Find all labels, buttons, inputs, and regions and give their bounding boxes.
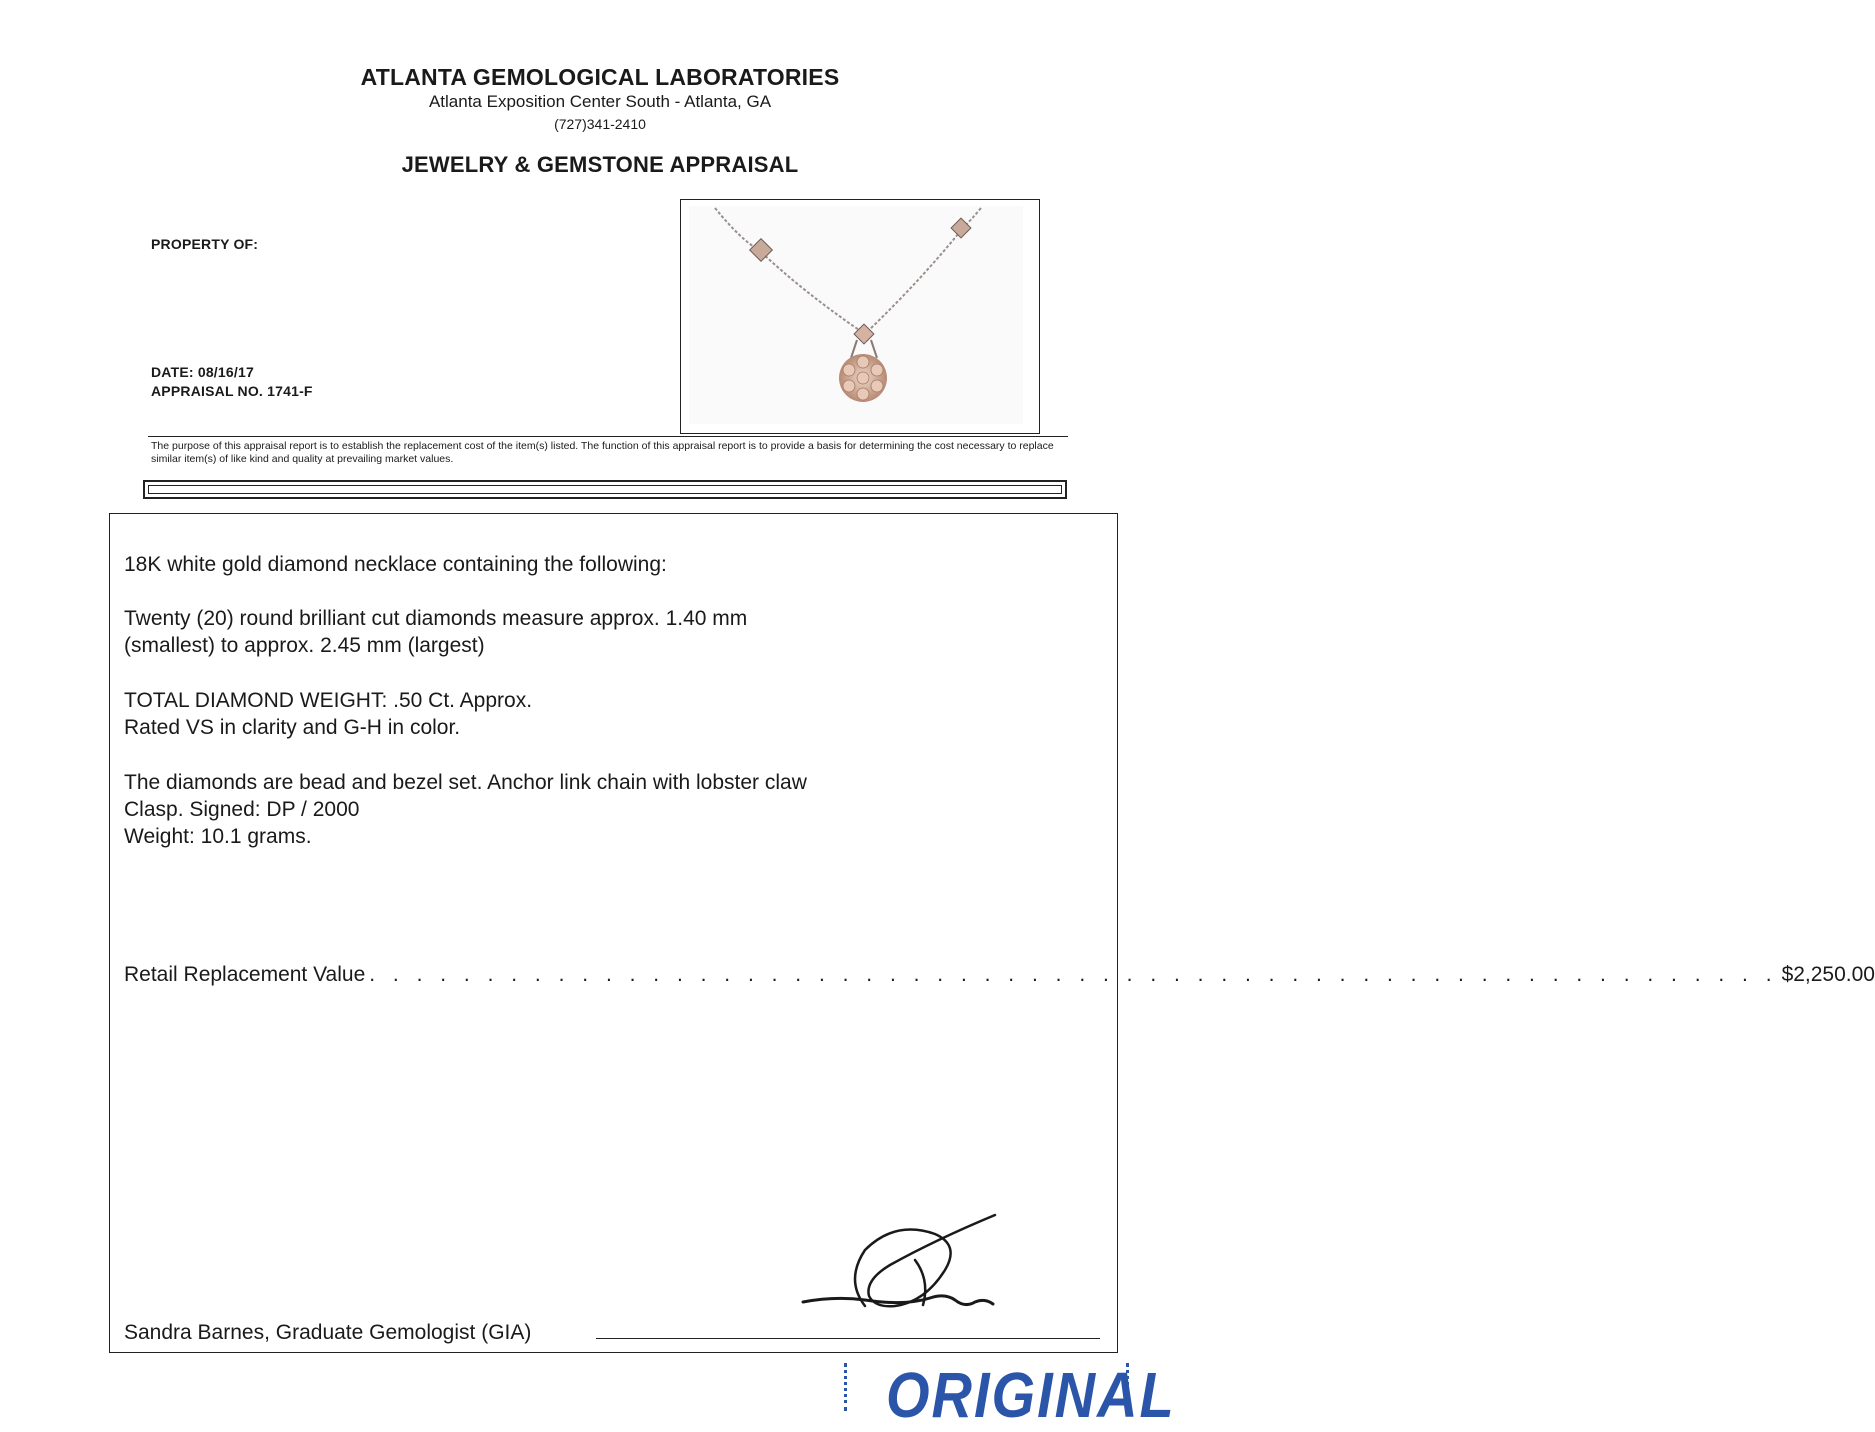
date-label: DATE: xyxy=(151,364,194,380)
document-title: JEWELRY & GEMSTONE APPRAISAL xyxy=(401,152,799,177)
date-line xyxy=(151,364,254,380)
original-stamp-text: ORIGINAL xyxy=(886,1358,1176,1431)
item-intro: 18K white gold diamond necklace containing the following: xyxy=(124,553,667,576)
necklace-photo xyxy=(680,199,1040,434)
retail-value-label: Retail Replacement Value xyxy=(124,963,366,986)
decorative-double-bar xyxy=(143,480,1067,499)
retail-value-amount: $2,250.00 xyxy=(1781,963,1875,986)
property-of-label: PROPERTY OF: xyxy=(151,236,259,252)
necklace-photo-icon xyxy=(681,200,1039,433)
diamond-weight-line-2: Rated VS in clarity and G-H in color. xyxy=(124,716,461,739)
setting-details-line-2: Clasp. Signed: DP / 2000 xyxy=(124,798,360,821)
purpose-statement: The purpose of this appraisal report is to establish the replacement cost of the item(s) listed. The function of this appraisal report is to provide a basis for determining the cost necessary to replace similar item(s) of like kind and quality at prevailing market values. xyxy=(151,440,1054,465)
setting-details-line-1: The diamonds are bead and bezel set. Anchor link chain with lobster claw xyxy=(124,771,807,794)
handwritten-signature xyxy=(795,1210,995,1320)
purpose-divider xyxy=(148,436,1068,437)
diamond-weight xyxy=(124,687,1104,741)
diamond-measurements-line-2: (smallest) to approx. 2.45 mm (largest) xyxy=(124,634,485,657)
original-stamp xyxy=(838,1355,1176,1431)
decorative-double-bar-inner xyxy=(148,485,1062,494)
appraisal-number-label: APPRAISAL NO. xyxy=(151,383,264,399)
signatory-name: Sandra Barnes, Graduate Gemologist (GIA) xyxy=(124,1321,532,1344)
lab-phone: (727)341-2410 xyxy=(554,116,646,132)
retail-value-row xyxy=(124,961,1875,989)
date-value: 08/16/17 xyxy=(197,364,254,380)
signature-icon xyxy=(795,1210,995,1320)
signature-line xyxy=(596,1338,1100,1339)
diamond-measurements xyxy=(124,605,1104,659)
appraisal-number-line xyxy=(151,383,313,399)
setting-details-line-3: Weight: 10.1 grams. xyxy=(124,825,312,848)
stamp-mark-left xyxy=(844,1363,850,1411)
diamond-weight-line-1: TOTAL DIAMOND WEIGHT: .50 Ct. Approx. xyxy=(124,689,533,712)
setting-details xyxy=(124,769,1104,850)
appraisal-number-value: 1741-F xyxy=(267,383,313,399)
lab-name: ATLANTA GEMOLOGICAL LABORATORIES xyxy=(360,64,840,90)
lab-address: Atlanta Exposition Center South - Atlanta, GA xyxy=(428,92,772,111)
dot-leader: . . . . . . . . . . . . . . . . . . . . . . . . . . . . . . . . . . . . . . . . . . . . . . . . . . . . . . . . . . . . xyxy=(369,963,1778,986)
diamond-measurements-line-1: Twenty (20) round brilliant cut diamonds measure approx. 1.40 mm xyxy=(124,607,748,630)
stamp-mark-right xyxy=(1126,1363,1132,1411)
